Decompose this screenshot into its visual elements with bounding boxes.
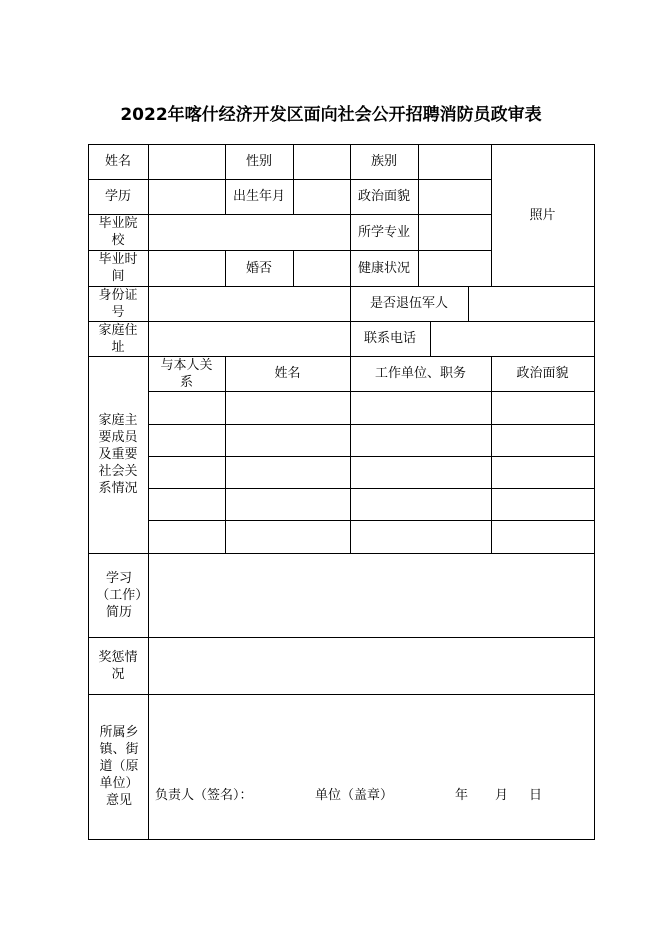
gender-field[interactable] xyxy=(293,144,350,179)
veteran-field[interactable] xyxy=(468,286,594,321)
birth-label: 出生年月 xyxy=(232,189,285,204)
school-field[interactable] xyxy=(148,214,350,250)
family-political-header: 政治面貌 xyxy=(516,366,569,381)
awards-field[interactable] xyxy=(148,637,594,694)
family-relation-header: 与本人关系 xyxy=(160,357,213,390)
unit-seal-label: 单位（盖章） xyxy=(315,788,394,803)
education-label: 学历 xyxy=(104,189,131,204)
ethnicity-label: 族别 xyxy=(370,154,397,169)
date-day-label: 日 xyxy=(529,788,543,803)
phone-field[interactable] xyxy=(430,321,594,356)
resume-label: 学习（工作）简历 xyxy=(96,570,142,620)
political-field[interactable] xyxy=(418,179,491,214)
id-number-label: 身份证号 xyxy=(98,287,138,320)
major-field[interactable] xyxy=(418,214,491,250)
education-field[interactable] xyxy=(148,179,225,214)
school-label: 毕业院校 xyxy=(98,216,138,248)
id-number-field[interactable] xyxy=(148,286,350,321)
resume-field[interactable] xyxy=(148,553,594,637)
graduation-field[interactable] xyxy=(148,250,225,286)
health-label: 健康状况 xyxy=(357,260,410,276)
political-label: 政治面貌 xyxy=(357,189,410,204)
name-label: 姓名 xyxy=(104,154,131,169)
family-work-header: 工作单位、职务 xyxy=(374,366,466,381)
form-title: 2022年喀什经济开发区面向社会公开招聘消防员政审表 xyxy=(120,105,542,125)
health-field[interactable] xyxy=(418,250,491,286)
address-field[interactable] xyxy=(148,321,350,356)
responsible-signature-label: 负责人（签名）： xyxy=(155,788,253,803)
ethnicity-field[interactable] xyxy=(418,144,491,179)
opinion-label: 所属乡镇、街道（原单位）意见 xyxy=(99,725,139,808)
name-field[interactable] xyxy=(148,144,225,179)
opinion-field[interactable] xyxy=(148,694,594,839)
marital-label: 婚否 xyxy=(245,260,272,276)
birth-field[interactable] xyxy=(293,179,350,214)
date-year-label: 年 xyxy=(455,788,469,803)
major-label: 所学专业 xyxy=(357,224,410,240)
address-label: 家庭住址 xyxy=(98,322,138,355)
date-month-label: 月 xyxy=(495,788,509,803)
gender-label: 性别 xyxy=(245,154,272,169)
family-member-rows[interactable] xyxy=(148,391,594,553)
phone-label: 联系电话 xyxy=(363,331,416,346)
family-label: 家庭主要成员及重要社会关系情况 xyxy=(98,413,138,496)
veteran-label: 是否退伍军人 xyxy=(369,296,448,311)
family-name-header: 姓名 xyxy=(274,366,301,381)
photo-area[interactable]: 照片 xyxy=(529,207,556,223)
awards-label: 奖惩情况 xyxy=(98,649,138,682)
marital-field[interactable] xyxy=(293,250,350,286)
graduation-label: 毕业时间 xyxy=(98,252,138,284)
